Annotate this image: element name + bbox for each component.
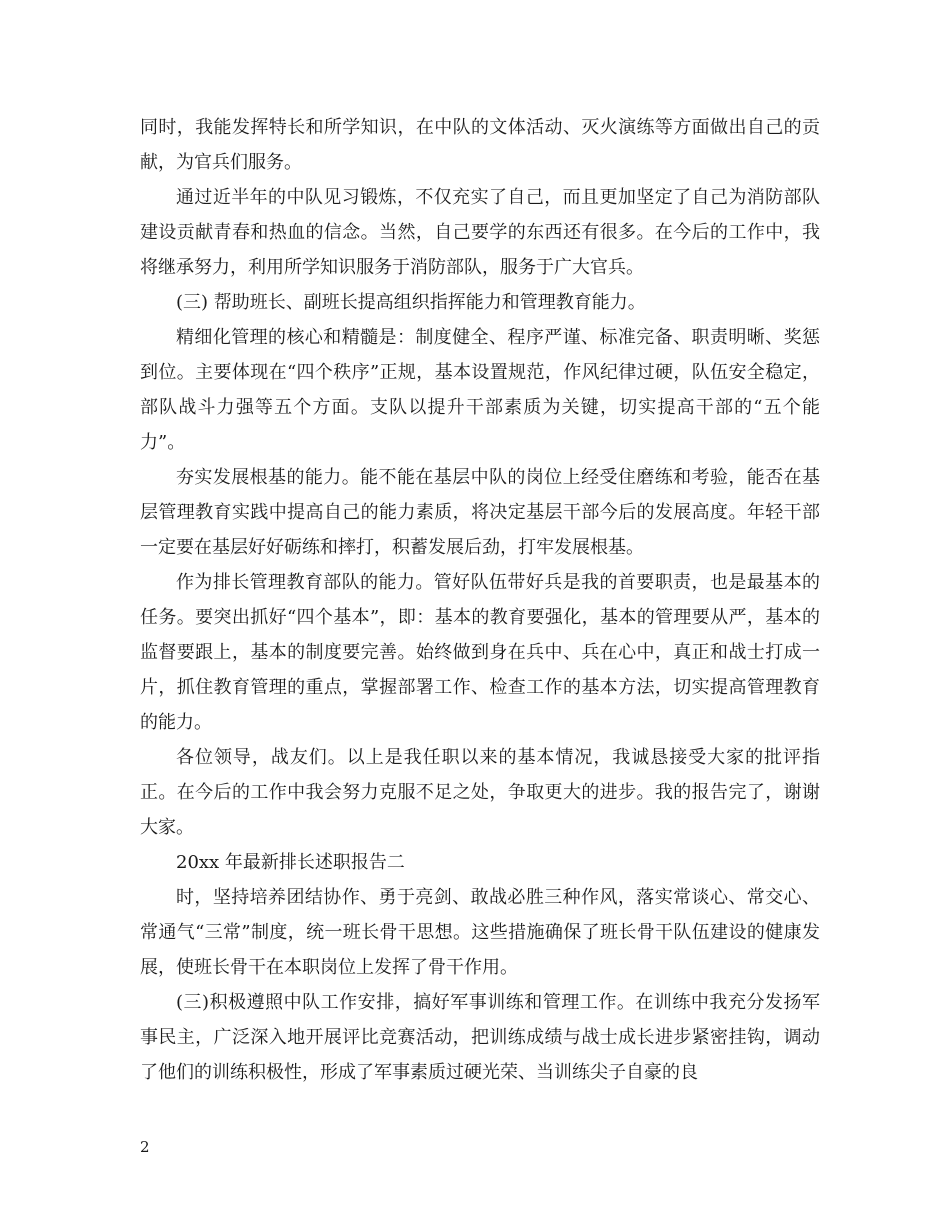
- paragraph-9: 时，坚持培养团结协作、勇于亮剑、敢战必胜三种作风，落实常谈心、常交心、常通气“三常”制度，统一班长骨干思想。这些措施确保了班长骨干队伍建设的健康发展，使班长骨干在本职岗位上发挥了骨干作用。: [140, 887, 820, 978]
- paragraph-5: 夯实发展根基的能力。能不能在基层中队的岗位上经受住磨练和考验，能否在基层管理教育实践中提高自己的能力素质，将决定基层干部今后的发展高度。年轻干部一定要在基层好好砺练和摔打，积蓄发展后劲，打牢发展根基。: [140, 467, 820, 558]
- paragraph-7: 各位领导，战友们。以上是我任职以来的基本情况，我诚恳接受大家的批评指正。在今后的工作中我会努力克服不足之处，争取更大的进步。我的报告完了，谢谢大家。: [140, 747, 820, 838]
- document-body: [140, 110, 820, 1090]
- paragraph-10: (三)积极遵照中队工作安排，搞好军事训练和管理工作。在训练中我充分发扬军事民主，广泛深入地开展评比竞赛活动，把训练成绩与战士成长进步紧密挂钩，调动了他们的训练积极性，形成了军事素质过硬光荣、当训练尖子自豪的良: [140, 992, 820, 1083]
- section-heading-3: (三) 帮助班长、副班长提高组织指挥能力和管理教育能力。: [176, 292, 646, 313]
- paragraph-6: 作为排长管理教育部队的能力。管好队伍带好兵是我的首要职责，也是最基本的任务。要突出抓好“四个基本”，即：基本的教育要强化，基本的管理要从严，基本的监督要跟上，基本的制度要完善。始终做到身在兵中、兵在心中，真正和战士打成一片，抓住教育管理的重点，掌握部署工作、检查工作的基本方法，切实提高管理教育的能力。: [140, 572, 820, 733]
- paragraph-4: 精细化管理的核心和精髓是：制度健全、程序严谨、标准完备、职责明晰、奖惩到位。主要体现在“四个秩序”正规，基本设置规范，作风纪律过硬，队伍安全稳定，部队战斗力强等五个方面。支队以提升干部素质为关键，切实提高干部的“五个能力”。: [140, 327, 820, 453]
- report-title-2: 20xx 年最新排长述职报告二: [176, 852, 405, 873]
- page-number: 2: [140, 1138, 150, 1156]
- paragraph-1: 同时，我能发挥特长和所学知识，在中队的文体活动、灭火演练等方面做出自己的贡献，为官兵们服务。: [140, 117, 820, 173]
- paragraph-2: 通过近半年的中队见习锻炼，不仅充实了自己，而且更加坚定了自己为消防部队建设贡献青春和热血的信念。当然，自己要学的东西还有很多。在今后的工作中，我将继承努力，利用所学知识服务于消防部队，服务于广大官兵。: [140, 187, 820, 278]
